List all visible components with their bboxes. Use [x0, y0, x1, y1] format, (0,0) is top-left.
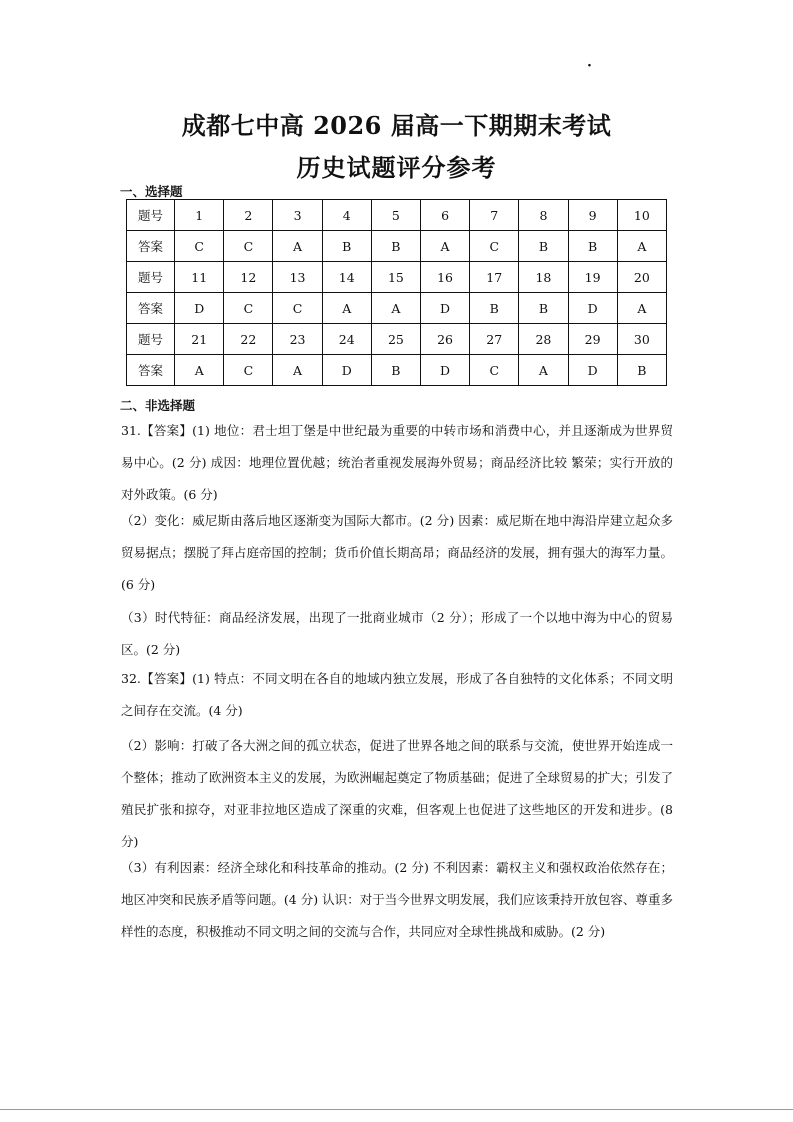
table-row-header: 题号 — [127, 324, 175, 355]
table-cell: 26 — [420, 324, 469, 355]
table-cell: 9 — [568, 200, 617, 231]
table-cell: 17 — [470, 262, 519, 293]
table-cell: 22 — [224, 324, 273, 355]
table-cell: D — [420, 355, 469, 386]
table-cell: 28 — [519, 324, 568, 355]
table-row — [127, 355, 667, 386]
table-cell: 16 — [420, 262, 469, 293]
table-cell: C — [470, 231, 519, 262]
table-cell: 3 — [273, 200, 322, 231]
table-cell: B — [371, 231, 420, 262]
table-cell: 14 — [322, 262, 371, 293]
table-cell: 12 — [224, 262, 273, 293]
table-cell: A — [371, 293, 420, 324]
page-title: 成都七中高 2026 届高一下期期末考试 — [181, 111, 612, 140]
q32-part2: （2）影响：打破了各大洲之间的孤立状态，促进了世界各地之间的联系与交流，使世界开始连成一个整体；推动了欧洲资本主义的发展，为欧洲崛起奠定了物质基础；促进了全球贸易的扩大；引发了殖民扩张和掠夺，对亚非拉地区造成了深重的灾难，但客观上也促进了这些地区的开发和进步。(8 分) — [121, 738, 673, 849]
table-row — [127, 231, 667, 262]
table-row — [127, 200, 667, 231]
table-cell: B — [617, 355, 666, 386]
table-row-header: 答案 — [127, 231, 175, 262]
table-row — [127, 324, 667, 355]
table-cell: B — [371, 355, 420, 386]
table-cell: A — [617, 293, 666, 324]
table-cell: C — [273, 293, 322, 324]
table-cell: A — [175, 355, 224, 386]
table-cell: A — [519, 355, 568, 386]
table-cell: C — [224, 231, 273, 262]
table-cell: C — [224, 293, 273, 324]
table-cell: A — [273, 355, 322, 386]
q32-part3: （3）有利因素：经济全球化和科技革命的推动。(2 分) 不利因素：霸权主义和强权政治依然存在；地区冲突和民族矛盾等问题。(4 分) 认识：对于当今世界文明发展，我们应该秉持开放包容、尊重多样性的态度，积极推动不同文明之间的交流与合作，共同应对全球性挑战和威胁。(2 分) — [121, 860, 673, 939]
table-cell: 5 — [371, 200, 420, 231]
table-cell: A — [420, 231, 469, 262]
table-cell: D — [568, 355, 617, 386]
table-row-header: 题号 — [127, 200, 175, 231]
page-bottom-rule — [0, 1109, 793, 1110]
table-cell: 29 — [568, 324, 617, 355]
table-cell: 4 — [322, 200, 371, 231]
q32-part1: 32.【答案】(1) 特点：不同文明在各自的地域内独立发展，形成了各自独特的文化体系；不同文明之间存在交流。(4 分) — [121, 671, 673, 718]
table-cell: 27 — [470, 324, 519, 355]
q31-part3: （3）时代特征：商品经济发展，出现了一批商业城市（2 分）；形成了一个以地中海为中心的贸易区。(2 分) — [121, 610, 673, 657]
table-cell: C — [175, 231, 224, 262]
page-subtitle: 历史试题评分参考 — [296, 153, 497, 182]
table-cell: B — [519, 231, 568, 262]
table-cell: B — [568, 231, 617, 262]
table-cell: A — [617, 231, 666, 262]
table-cell: B — [470, 293, 519, 324]
table-cell: 6 — [420, 200, 469, 231]
table-cell: 23 — [273, 324, 322, 355]
table-cell: 11 — [175, 262, 224, 293]
table-row — [127, 293, 667, 324]
table-cell: 10 — [617, 200, 666, 231]
table-cell: 1 — [175, 200, 224, 231]
table-row-header: 答案 — [127, 355, 175, 386]
table-cell: C — [470, 355, 519, 386]
table-cell: 18 — [519, 262, 568, 293]
table-cell: D — [175, 293, 224, 324]
table-cell: 30 — [617, 324, 666, 355]
section-choice-title: 一、选择题 — [120, 184, 183, 199]
table-cell: D — [322, 355, 371, 386]
table-cell: A — [273, 231, 322, 262]
answer-table — [126, 199, 667, 386]
table-cell: B — [519, 293, 568, 324]
table-cell: 25 — [371, 324, 420, 355]
header-dot: · — [587, 58, 592, 74]
table-cell: 2 — [224, 200, 273, 231]
q31-part2: （2）变化：威尼斯由落后地区逐渐变为国际大都市。(2 分) 因素：威尼斯在地中海沿岸建立起众多贸易据点；摆脱了拜占庭帝国的控制；货币价值长期高昂；商品经济的发展，拥有强大的海军力量。(6 分) — [121, 513, 673, 592]
table-cell: A — [322, 293, 371, 324]
table-cell: 15 — [371, 262, 420, 293]
table-cell: D — [568, 293, 617, 324]
table-cell: 24 — [322, 324, 371, 355]
table-cell: D — [420, 293, 469, 324]
table-cell: 8 — [519, 200, 568, 231]
table-row-header: 答案 — [127, 293, 175, 324]
table-row — [127, 262, 667, 293]
table-cell: 7 — [470, 200, 519, 231]
table-row-header: 题号 — [127, 262, 175, 293]
table-cell: 13 — [273, 262, 322, 293]
q31-part1: 31.【答案】(1) 地位：君士坦丁堡是中世纪最为重要的中转市场和消费中心，并且逐渐成为世界贸易中心。(2 分) 成因：地理位置优越；统治者重视发展海外贸易；商品经济比较 繁荣；实行开放的对外政策。(6 分) — [121, 423, 673, 502]
section-essay-title: 二、非选择题 — [120, 398, 196, 413]
table-cell: 19 — [568, 262, 617, 293]
table-cell: 21 — [175, 324, 224, 355]
table-cell: 20 — [617, 262, 666, 293]
table-cell: B — [322, 231, 371, 262]
table-cell: C — [224, 355, 273, 386]
